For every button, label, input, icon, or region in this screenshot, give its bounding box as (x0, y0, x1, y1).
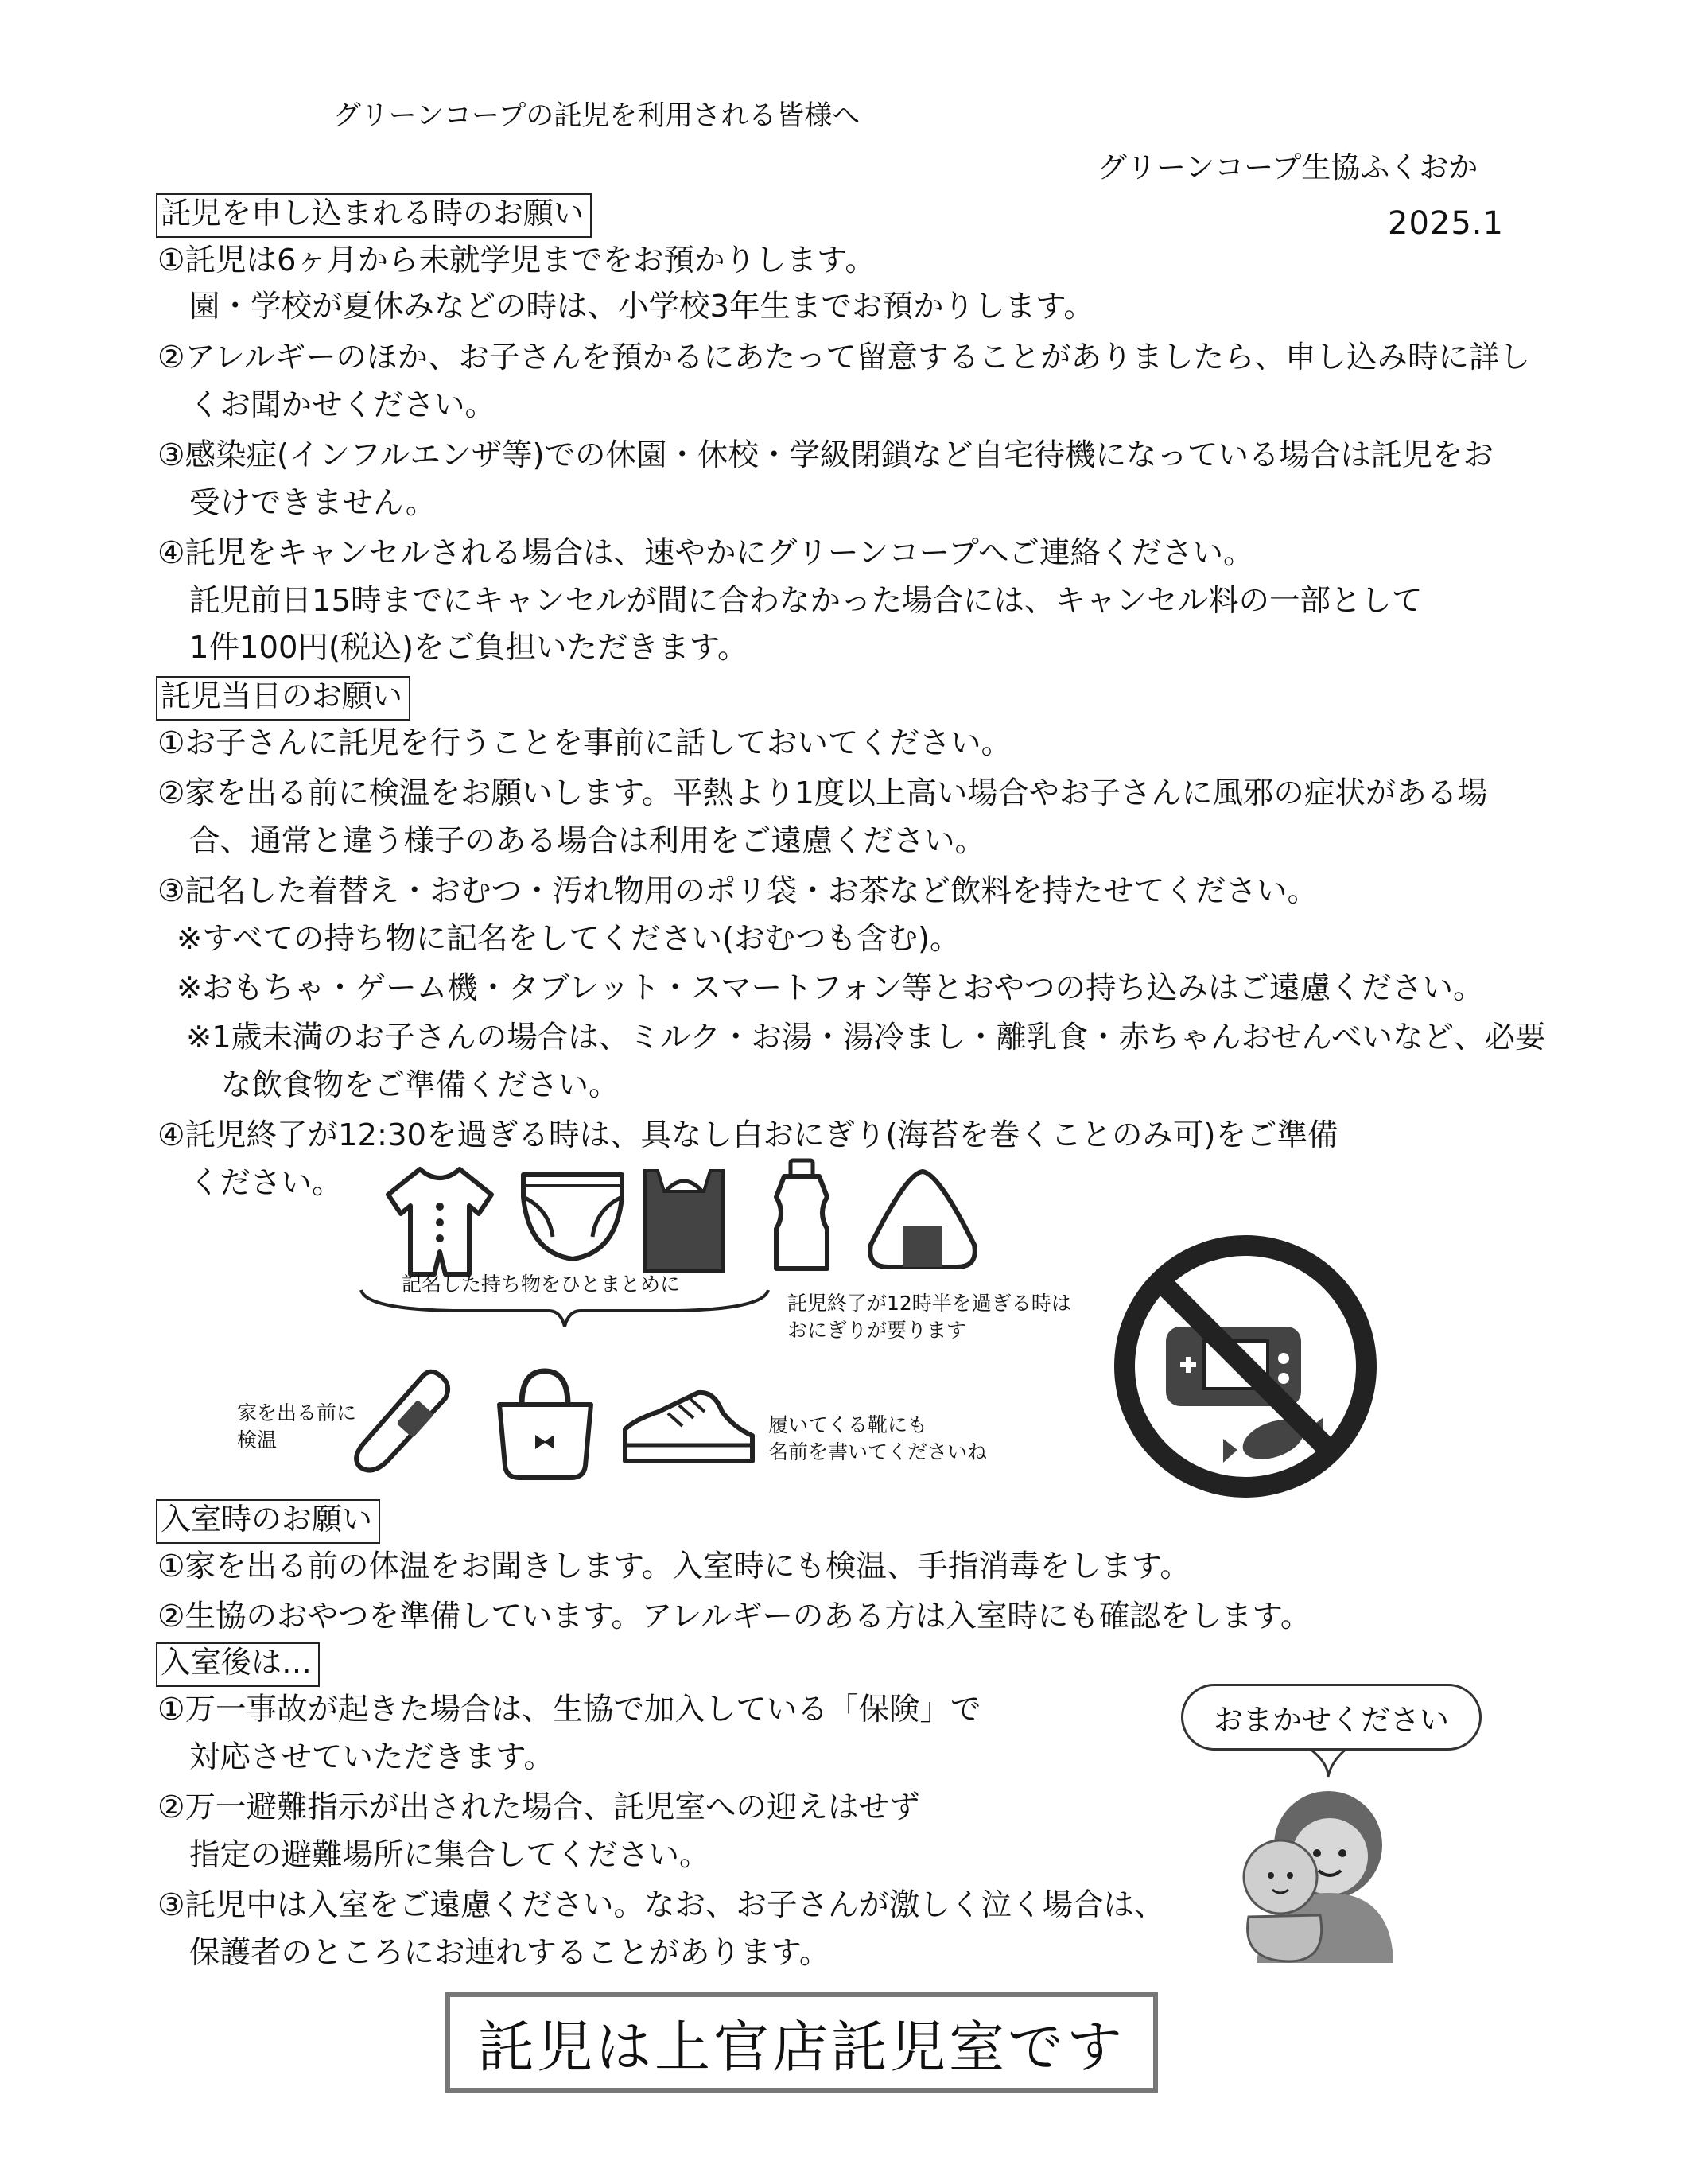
day-of-rule-line: ください。 (189, 1165, 343, 1201)
plastic-bag-icon (640, 1163, 728, 1274)
caption-shoes: 履いてくる靴にも (768, 1413, 928, 1436)
organization-name: グリーンコープ生協ふくおか (1098, 150, 1478, 185)
section-heading-day-of: 託児当日のお願い (156, 676, 410, 721)
footer-location-box: 託児は上官店託児室です (445, 1992, 1158, 2093)
application-rule-line: ④託児をキャンセルされる場合は、速やかにグリーンコープへご連絡ください。 (157, 535, 1254, 571)
application-rule-line: ③感染症(インフルエンザ等)での休園・休校・学級閉鎖など自宅待機になっている場合は託児をお (157, 437, 1494, 473)
caption-shoes: 名前を書いてくださいね (768, 1440, 988, 1463)
day-of-rule-line: ③記名した着替え・おむつ・汚れ物用のポリ袋・お茶など飲料を持たせてください。 (157, 873, 1319, 909)
section-heading-after-entry: 入室後は… (156, 1642, 320, 1687)
caption-temperature: 検温 (237, 1428, 278, 1451)
no-games-snacks-icon (1110, 1231, 1381, 1502)
after-entry-rule-line: ①万一事故が起きた場合は、生協で加入している「保険」で (157, 1692, 981, 1727)
application-rule-line: 1件100円(税込)をご負担いただきます。 (189, 630, 748, 666)
section-heading-entry: 入室時のお願い (156, 1499, 380, 1544)
section-heading-application: 託児を申し込まれる時のお願い (156, 193, 592, 238)
caretaker-with-baby-icon (1225, 1774, 1400, 1964)
day-of-rule-line: ②家を出る前に検温をお願いします。平熱より1度以上高い場合やお子さんに風邪の症状がある場 (157, 775, 1488, 811)
application-rule-line: 受けできません。 (189, 485, 437, 521)
document-title: グリーンコープの託児を利用される皆様へ (332, 100, 861, 132)
entry-rule-line: ②生協のおやつを準備しています。アレルギーのある方は入室時にも確認をします。 (157, 1599, 1311, 1634)
caption-items: 記名した持ち物をひとまとめに (402, 1273, 681, 1296)
after-entry-rule-line: 対応させていただきます。 (189, 1739, 554, 1775)
application-rule-line: くお聞かせください。 (189, 387, 496, 423)
bottle-icon (770, 1157, 833, 1277)
onigiri-icon (863, 1165, 982, 1273)
application-rule-line: 園・学校が夏休みなどの時は、小学校3年生までお預かりします。 (189, 289, 1094, 324)
caption-onigiri: おにぎりが要ります (787, 1319, 967, 1342)
after-entry-rule-line: 保護者のところにお連れすることがあります。 (189, 1935, 830, 1971)
day-of-note-line: ※1歳未満のお子さんの場合は、ミルク・お湯・湯冷まし・離乳食・赤ちゃんおせんべいなど、必要 (186, 1020, 1546, 1055)
caption-temperature: 家を出る前に (237, 1401, 357, 1424)
onesie-icon (380, 1163, 499, 1282)
thermometer-icon (348, 1366, 460, 1478)
application-rule-line: ②アレルギーのほか、お子さんを預かるにあたって留意することがありましたら、申し込み時に詳し (157, 340, 1531, 375)
day-of-rule-line: 合、通常と違う様子のある場合は利用をご遠慮ください。 (189, 823, 986, 859)
sneaker-icon (619, 1388, 758, 1467)
application-rule-line: ①託児は6ヶ月から未就学児までをお預かりします。 (157, 243, 876, 278)
diaper-icon (517, 1165, 628, 1269)
after-entry-rule-line: ②万一避難指示が出された場合、託児室への迎えはせず (157, 1790, 920, 1825)
day-of-rule-line: ①お子さんに託児を行うことを事前に話しておいてください。 (157, 725, 1012, 761)
day-of-note-line: ※おもちゃ・ゲーム機・タブレット・スマートフォン等とおやつの持ち込みはご遠慮ください。 (177, 970, 1484, 1006)
tote-bag-icon (491, 1366, 599, 1482)
day-of-note-line: ※すべての持ち物に記名をしてください(おむつも含む)。 (177, 921, 961, 957)
caption-onigiri: 託児終了が12時半を過ぎる時は (787, 1292, 1071, 1315)
after-entry-rule-line: 指定の避難場所に集合してください。 (189, 1837, 710, 1873)
application-rule-line: 託児前日15時までにキャンセルが間に合わなかった場合には、キャンセル料の一部として (189, 583, 1423, 619)
after-entry-rule-line: ③託児中は入室をご遠慮ください。なお、お子さんが激しく泣く場合は、 (157, 1887, 1165, 1923)
day-of-rule-line: ④託児終了が12:30を過ぎる時は、具なし白おにぎり(海苔を巻くことのみ可)をご準備 (157, 1117, 1338, 1153)
speech-bubble: おまかせください (1181, 1684, 1482, 1751)
document-date: 2025.1 (1388, 205, 1504, 242)
day-of-note-line: な飲食物をご準備ください。 (221, 1067, 620, 1103)
entry-rule-line: ①家を出る前の体温をお聞きします。入室時にも検温、手指消毒をします。 (157, 1549, 1191, 1584)
